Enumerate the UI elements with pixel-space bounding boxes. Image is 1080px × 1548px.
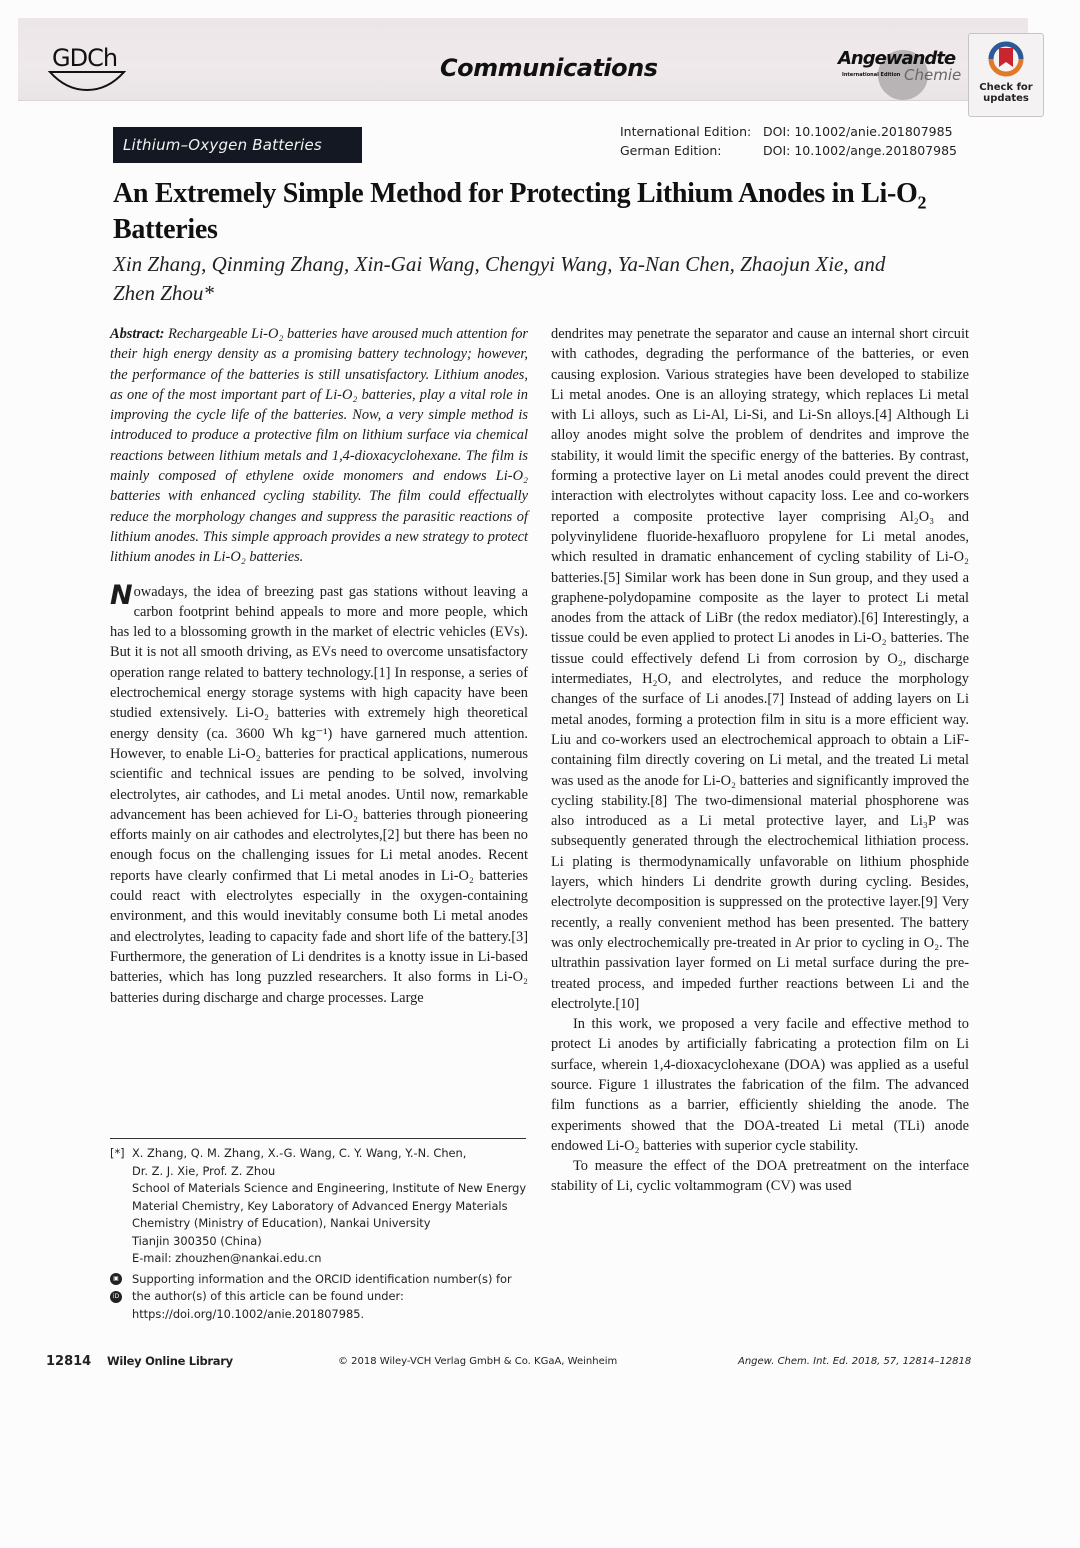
body-paragraph: In this work, we proposed a very facile and effective method to protect Li anodes by artificially fabricating a protection film on Li surface, wherein 1,4-dioxacyclohexane (DOA) was applied as a useful source. Figure 1 illustrates the fabrication of the film. The advanced film functions as a barrier, efficiently shielding the anode. The experiments showed that the DOA-treated Li metal (TLi) anode endowed Li-O₂ batteries with superior cycle stability. <box>551 1016 969 1154</box>
page-footer <box>0 1354 1080 1372</box>
intro-paragraph: Nowadays, the idea of breezing past gas stations without leaving a carbon footprint behind appeals to more and more people, which has led to a blossoming growth in the market of electric vehicles (EVs). But it is not all smooth driving, as EVs need to overcome unsatisfactory operation range related to battery technology.[1] In response, a series of electrochemical energy storage systems with high capacity have been studied extensively. Li-O₂ batteries with extremely high theoretical energy density (ca. 3600 Wh kg⁻¹) have garnered much attention. However, to enable Li-O₂ batteries for practical applications, numerous scientific and technical issues are pending to be solved, involving electrolytes, air cathodes, and Li metal anodes. Until now, remarkable advancement has been achieved for Li-O₂ batteries through pioneering efforts mainly on air cathodes and electrolytes,[2] but there has been no enough focus on the challenging issues for Li metal anodes. Recent reports have clearly confirmed that Li metal anodes in Li-O₂ batteries could react with electrolytes especially in the oxygen-containing environment, and this would inevitably consume both Li metal anodes and electrolytes, leading to capacity fade and short life of the battery.[3] Furthermore, the generation of Li dendrites is a knotty issue in Li-based batteries, which has long puzzled researchers. It also forms in Li-O₂ batteries during discharge and charge processes. Large <box>110 579 528 1006</box>
drop-cap: N <box>110 579 133 611</box>
wiley-online-library-link[interactable]: Wiley Online Library <box>107 1354 233 1368</box>
email-link[interactable]: E-mail: zhouzhen@nankai.edu.cn <box>132 1251 322 1265</box>
check-for-updates-button[interactable]: Check for updates <box>968 33 1044 117</box>
orcid-icon: iD <box>110 1291 122 1303</box>
supporting-info: ▣ iD Supporting information and the ORCID identification number(s) for the author(s) of this article can be found under: https://doi.org/10.1002/anie.201807985. <box>110 1271 530 1324</box>
section-label: Communications <box>440 54 658 82</box>
crossmark-icon <box>987 40 1025 78</box>
article-title: An Extremely Simple Method for Protecting Lithium Anodes in $Li-O_2$ Batteries <box>113 178 927 245</box>
page-number: 12814 <box>46 1354 92 1369</box>
supporting-info-link[interactable]: https://doi.org/10.1002/anie.201807985. <box>132 1306 365 1321</box>
author-list: Xin Zhang, Qinming Zhang, Xin-Gai Wang, Chengyi Wang, Ya-Nan Chen, Zhaojun Xie, and Zhen Zhou* <box>113 252 886 305</box>
doi-international-link[interactable]: DOI: 10.1002/anie.201807985 <box>763 124 953 139</box>
angewandte-logo: Angewandte International Edition Chemie <box>832 42 972 92</box>
body-paragraph: To measure the effect of the DOA pretreatment on the interface stability of Li, cyclic voltammogram (CV) was used <box>551 1158 969 1195</box>
supporting-info-icon: ▣ <box>110 1273 122 1285</box>
doi-block: International Edition: DOI: 10.1002/anie.201807985 German Edition: DOI: 10.1002/ange.201807985 <box>620 124 957 158</box>
copyright: © 2018 Wiley-VCH Verlag GmbH & Co. KGaA, Weinheim <box>338 1356 618 1367</box>
footnote-divider <box>110 1138 526 1139</box>
body-paragraph: dendrites may penetrate the separator and cause an internal short circuit with cathodes, degrading the performance of the batteries, or even causing explosion. Various strategies have been developed to stabilize Li metal anodes. One is an alloying strategy, which replaces Li metal with Li alloys, such as Li-Al, Li-Si, and Li-Sn alloys.[4] Although Li alloy anodes might solve the problem of dendrites and improve the stability, it would limit the specific energy of the batteries. By contrast, forming a protective layer on Li metal anodes could prevent the direct interaction with electrolytes without capacity loss. Lee and co-workers reported a composite protective layer comprising Al₂O₃ and polyvinylidene fluoride-hexafluoro propylene for Li metal anodes, which resulted in dramatic enhancement of cycling stability of Li-O₂ batteries.[5] Similar work has been done in Sun group, and they used a graphene-polydopamine composite as the layer to protect Li metal anodes from the attack of LiBr (the redox mediator).[6] Interestingly, a tissue could be even applied to protect Li anodes in Li-O₂ batteries. The tissue could effectively defend Li from corrosion by O₂, discharge intermediates, H₂O, and electrolytes, and reduce the morphology changes of the surface of Li anodes.[7] Instead of adding layers on Li metal anodes, forming a protection film in situ is a more efficient way. Liu and co-workers used an electrochemical approach to obtain a LiF-containing film directly covering on Li metal, and the treated Li metal was used as the anode for Li-O₂ batteries and significantly improved the cycling stability.[8] The two-dimensional material phosphorene was also introduced as a Li metal protective layer, and Li₃P was subsequently generated through the electrochemical lithiation process. Li plating is thermodynamically unfavorable on lithium phosphide layers, which hinders Li dendrite growth during cycling. Besides, electrolyte decomposition is suppressed on the protective layer.[9] Very recently, a really convenient method has been presented. The battery was only electrochemically pre-treated in Ar prior to cycling in O₂. The ultrathin passivation layer formed on Li metal surface during the pre-treated process, and impeded further reactions between Li and the electrolyte.[10] <box>551 326 969 1012</box>
gdch-smile-icon <box>48 70 126 92</box>
left-column <box>110 324 528 1008</box>
author-footnote: [*] X. Zhang, Q. M. Zhang, X.-G. Wang, C. Y. Wang, Y.-N. Chen, Dr. Z. J. Xie, Prof. Z. Zhou School of Materials Science and Engineering, Institute of New Energy Material Chemistry, Key Laboratory of Advanced Energy Materials Chemistry (Ministry of Education), Nankai University Tianjin 300350 (China) E-mail: zhouzhen@nankai.edu.cn ▣ iD Supporting information and the ORCID identification number(s) for the author(s) of this article can be found under: https://doi.org/10.1002/anie.201807985. <box>110 1145 530 1323</box>
citation: Angew. Chem. Int. Ed. 2018, 57, 12814–12818 <box>738 1356 972 1367</box>
doi-german-link[interactable]: DOI: 10.1002/ange.201807985 <box>763 143 957 158</box>
right-column <box>551 324 969 1197</box>
topic-tag: Lithium–Oxygen Batteries <box>113 127 362 163</box>
abstract: Abstract: Rechargeable Li-O₂ batteries have aroused much attention for their high energy density as a promising battery technology; however, the performance of the batteries is still unsatisfactory. Lithium anodes, as one of the most important part of Li-O₂ batteries, play a vital role in improving the cycle life of the batteries. Now, a very simple method is introduced to produce a protective film on lithium surface via chemical reactions between lithium metals and 1,4-dioxacyclohexane. The film is mainly composed of ethylene oxide monomers and endows Li-O₂ batteries with enhanced cycling stability. The film could effectually reduce the morphology changes and suppress the parasitic reactions of lithium anodes. This simple approach provides a new strategy to protect lithium anodes in Li-O₂ batteries. <box>110 326 528 566</box>
gdch-logo: GDCh <box>48 48 126 92</box>
